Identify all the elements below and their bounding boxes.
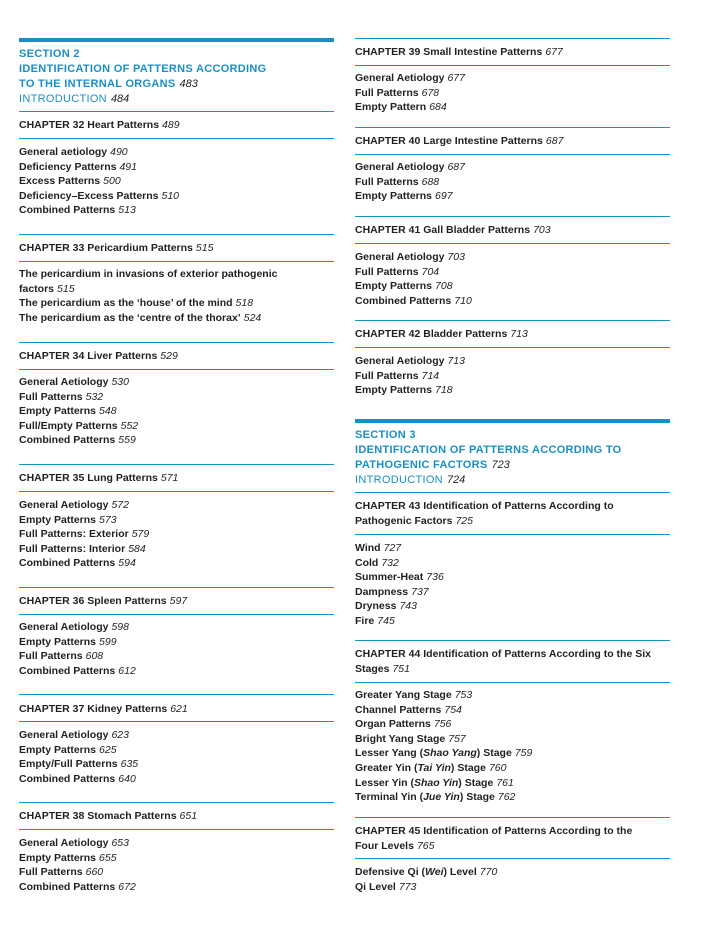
- toc-item[interactable]: General Aetiology 623: [19, 729, 129, 741]
- toc-item[interactable]: General Aetiology 677: [355, 72, 465, 84]
- divider: [19, 587, 334, 588]
- chapter-35-title[interactable]: CHAPTER 35 Lung Patterns 571: [19, 472, 179, 484]
- toc-item[interactable]: Combined Patterns 513: [19, 204, 136, 217]
- divider: [19, 369, 334, 370]
- toc-item[interactable]: Organ Patterns 756: [355, 718, 452, 731]
- chapter-36-title[interactable]: CHAPTER 36 Spleen Patterns 597: [19, 595, 188, 607]
- divider: [355, 154, 670, 155]
- divider: [19, 829, 334, 830]
- toc-item[interactable]: Deficiency Patterns 491: [19, 160, 137, 173]
- divider: [19, 614, 334, 615]
- divider: [355, 216, 670, 217]
- divider: [355, 320, 670, 321]
- chapter-39-items: [355, 71, 670, 115]
- toc-item[interactable]: General Aetiology 703: [355, 251, 465, 263]
- divider: [19, 464, 334, 465]
- chapter-42-items: [355, 354, 670, 398]
- toc-item[interactable]: General Aetiology 572: [19, 499, 129, 511]
- toc-item[interactable]: Cold 732: [355, 556, 399, 569]
- section-2-heading: [19, 47, 334, 107]
- divider: [19, 234, 334, 235]
- toc-item[interactable]: Empty Pattern 684: [355, 101, 447, 114]
- chapter-41-title[interactable]: CHAPTER 41 Gall Bladder Patterns 703: [355, 224, 551, 236]
- chapter-32-title[interactable]: CHAPTER 32 Heart Patterns 489: [19, 119, 180, 131]
- chapter-40-items: [355, 160, 670, 204]
- toc-item[interactable]: The pericardium in invasions of exterior pathogenic: [19, 268, 278, 280]
- toc-item[interactable]: Full Patterns 532: [19, 390, 104, 403]
- section-title: PATHOGENIC FACTORS 723: [355, 459, 510, 471]
- chapter-33-items: [19, 267, 334, 325]
- toc-item[interactable]: Empty/Full Patterns 635: [19, 758, 139, 771]
- toc-item[interactable]: Full Patterns: Interior 584: [19, 542, 146, 555]
- toc-item[interactable]: Combined Patterns 559: [19, 434, 136, 447]
- toc-item[interactable]: Deficiency–Excess Patterns 510: [19, 189, 180, 202]
- divider: [19, 721, 334, 722]
- divider: [355, 65, 670, 66]
- toc-item[interactable]: Defensive Qi (Wei) Level 770: [355, 866, 498, 878]
- toc-item[interactable]: Full Patterns 660: [19, 866, 104, 879]
- chapter-45-title[interactable]: CHAPTER 45 Identification of Patterns According to the Four Levels 765: [355, 825, 633, 852]
- chapter-34-title[interactable]: CHAPTER 34 Liver Patterns 529: [19, 350, 178, 362]
- toc-item[interactable]: General Aetiology 653: [19, 837, 129, 849]
- divider: [19, 138, 334, 139]
- toc-item[interactable]: The pericardium as the ‘house’ of the mind 518: [19, 297, 254, 310]
- page-number: 483: [179, 78, 198, 90]
- toc-item[interactable]: Lesser Yang (Shao Yang) Stage 759: [355, 747, 533, 760]
- section-title: TO THE INTERNAL ORGANS 483: [19, 78, 198, 90]
- toc-item[interactable]: Empty Patterns 697: [355, 190, 453, 203]
- section-label: SECTION 2: [19, 48, 80, 60]
- divider: [19, 261, 334, 262]
- page-number: 484: [110, 93, 130, 105]
- toc-item[interactable]: Empty Patterns 573: [19, 513, 117, 526]
- toc-item[interactable]: Full/Empty Patterns 552: [19, 419, 139, 432]
- toc-item[interactable]: General aetiology 490: [19, 146, 128, 158]
- toc-item[interactable]: General Aetiology 530: [19, 376, 129, 388]
- toc-item[interactable]: Bright Yang Stage 757: [355, 732, 466, 745]
- divider: [19, 694, 334, 695]
- divider: [355, 682, 670, 683]
- chapter-41-items: [355, 250, 670, 308]
- toc-item[interactable]: Combined Patterns 594: [19, 557, 136, 570]
- chapter-40-title[interactable]: CHAPTER 40 Large Intestine Patterns 687: [355, 135, 564, 147]
- divider: [355, 127, 670, 128]
- toc-item[interactable]: Full Patterns 688: [355, 175, 440, 188]
- divider: [19, 491, 334, 492]
- divider: [355, 492, 670, 493]
- toc-item[interactable]: Summer-Heat 736: [355, 571, 444, 584]
- toc-item[interactable]: General Aetiology 598: [19, 621, 129, 633]
- toc-item[interactable]: Combined Patterns 710: [355, 294, 472, 307]
- chapter-44-title[interactable]: CHAPTER 44 Identification of Patterns According to the Six Stages 751: [355, 648, 651, 675]
- chapter-42-title[interactable]: CHAPTER 42 Bladder Patterns 713: [355, 328, 528, 340]
- toc-item[interactable]: Lesser Yin (Shao Yin) Stage 761: [355, 776, 514, 789]
- section-title: IDENTIFICATION OF PATTERNS ACCORDING TO: [355, 444, 622, 456]
- page-number: 724: [446, 474, 466, 486]
- chapter-38-title[interactable]: CHAPTER 38 Stomach Patterns 651: [19, 810, 198, 822]
- toc-item[interactable]: General Aetiology 713: [355, 355, 465, 367]
- chapter-37-title[interactable]: CHAPTER 37 Kidney Patterns 621: [19, 703, 188, 715]
- divider: [19, 342, 334, 343]
- chapter-43-items: [355, 541, 670, 629]
- toc-item[interactable]: Terminal Yin (Jue Yin) Stage 762: [355, 791, 516, 804]
- chapter-35-items: [19, 498, 334, 571]
- chapter-45-items: [355, 865, 670, 894]
- chapter-33-title[interactable]: CHAPTER 33 Pericardium Patterns 515: [19, 242, 214, 254]
- page-number: 723: [491, 459, 510, 471]
- toc-item[interactable]: Combined Patterns 672: [19, 880, 136, 893]
- section-title: IDENTIFICATION OF PATTERNS ACCORDING: [19, 63, 267, 75]
- divider: [355, 38, 670, 39]
- toc-item[interactable]: Greater Yang Stage 753: [355, 689, 473, 701]
- toc-item[interactable]: Empty Patterns 655: [19, 851, 117, 864]
- toc-item[interactable]: Dampness 737: [355, 585, 429, 598]
- chapter-39-title[interactable]: CHAPTER 39 Small Intestine Patterns 677: [355, 46, 563, 58]
- toc-item[interactable]: Fire 745: [355, 614, 395, 627]
- toc-item[interactable]: Wind 727: [355, 542, 402, 554]
- toc-item[interactable]: Full Patterns: Exterior 579: [19, 528, 150, 541]
- chapter-44-items: [355, 688, 670, 805]
- divider: [355, 243, 670, 244]
- divider: [355, 347, 670, 348]
- chapter-34-items: [19, 375, 334, 448]
- chapter-37-items: [19, 728, 334, 786]
- toc-item[interactable]: General Aetiology 687: [355, 161, 465, 173]
- toc-item[interactable]: Full Patterns 678: [355, 86, 440, 99]
- toc-item[interactable]: Full Patterns 608: [19, 650, 104, 663]
- section-3-heading: [355, 428, 670, 488]
- toc-item[interactable]: Qi Level 773: [355, 880, 417, 893]
- divider: [355, 858, 670, 859]
- toc-item[interactable]: Excess Patterns 500: [19, 175, 121, 188]
- divider: [355, 534, 670, 535]
- chapter-32-items: [19, 145, 334, 218]
- divider: [355, 817, 670, 818]
- toc-item[interactable]: Empty Patterns 548: [19, 405, 117, 418]
- section-label: SECTION 3: [355, 429, 416, 441]
- section-intro[interactable]: INTRODUCTION 484: [19, 93, 130, 105]
- toc-item[interactable]: Empty Patterns 625: [19, 743, 117, 756]
- section-intro[interactable]: INTRODUCTION 724: [355, 474, 466, 486]
- toc-item[interactable]: Channel Patterns 754: [355, 703, 462, 716]
- chapter-38-items: [19, 836, 334, 894]
- divider: [355, 640, 670, 641]
- toc-item[interactable]: Full Patterns 714: [355, 369, 440, 382]
- toc-item[interactable]: Empty Patterns 599: [19, 635, 117, 648]
- section-3-bar: [355, 419, 670, 423]
- chapter-36-items: [19, 620, 334, 678]
- toc-item[interactable]: Empty Patterns 708: [355, 280, 453, 293]
- toc-item[interactable]: Dryness 743: [355, 600, 417, 613]
- toc-item[interactable]: The pericardium as the ‘centre of the thorax’ 524: [19, 311, 262, 324]
- toc-item[interactable]: Empty Patterns 718: [355, 384, 453, 397]
- toc-item[interactable]: Combined Patterns 612: [19, 664, 136, 677]
- toc-item[interactable]: factors 515: [19, 282, 75, 295]
- divider: [19, 111, 334, 112]
- toc-item[interactable]: Greater Yin (Tai Yin) Stage 760: [355, 761, 507, 774]
- section-2-bar: [19, 38, 334, 42]
- chapter-43-title[interactable]: CHAPTER 43 Identification of Patterns According to Pathogenic Factors 725: [355, 500, 614, 527]
- divider: [19, 802, 334, 803]
- toc-item[interactable]: Combined Patterns 640: [19, 772, 136, 785]
- toc-item[interactable]: Full Patterns 704: [355, 265, 440, 278]
